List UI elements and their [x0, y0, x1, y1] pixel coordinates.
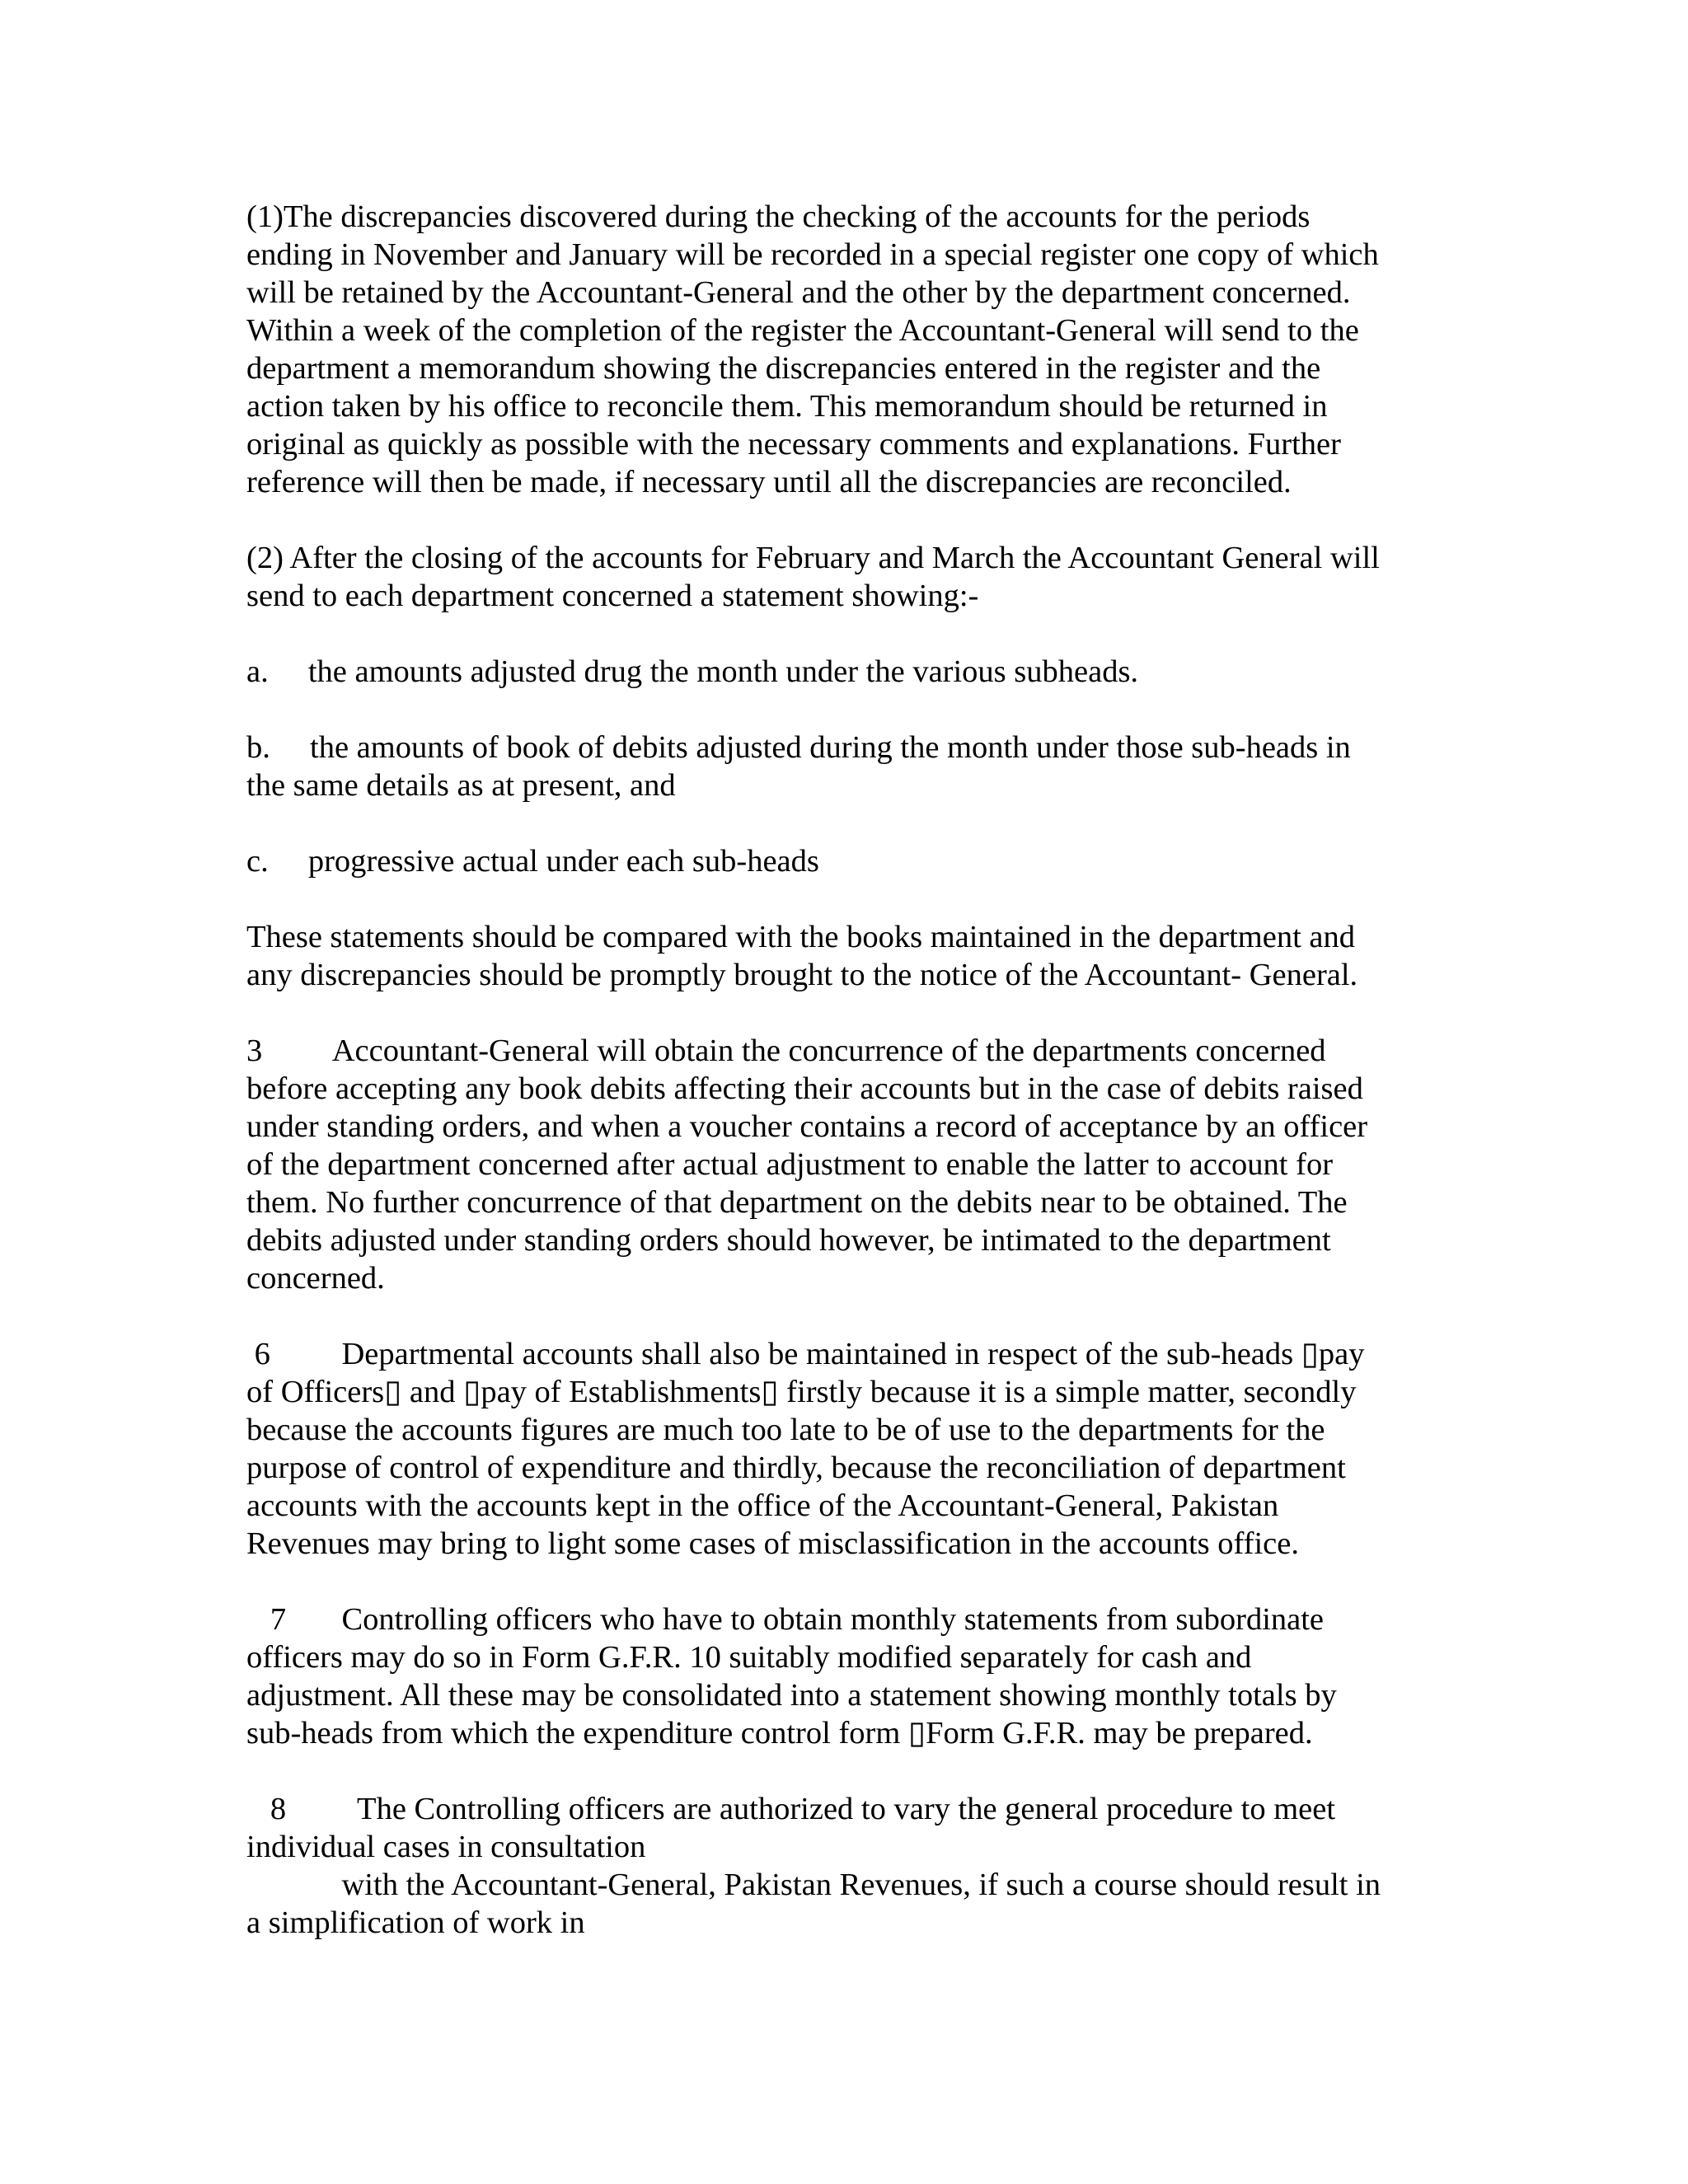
- text-line: purpose of control of expenditure and thirdly, because the reconciliation of department: [246, 1451, 1346, 1485]
- text-line: adjustment. All these may be consolidated into a statement showing monthly totals by: [246, 1678, 1337, 1713]
- text-line: individual cases in consultation: [246, 1830, 646, 1864]
- text-line: action taken by his office to reconcile them. This memorandum should be returned in: [246, 389, 1328, 424]
- text-line: any discrepancies should be promptly brought to the notice of the Accountant- General.: [246, 958, 1358, 992]
- text-line: (1)The discrepancies discovered during the checking of the accounts for the periods: [246, 199, 1311, 234]
- text-line: debits adjusted under standing orders should however, be intimated to the department: [246, 1223, 1331, 1258]
- paragraph-3-start: 3 Accountant-General will obtain the concurrence of the departments concerned: [246, 1033, 1326, 1068]
- text-line: them. No further concurrence of that department on the debits near to be obtained. The: [246, 1185, 1348, 1220]
- text-line: before accepting any book debits affecting their accounts but in the case of debits raised: [246, 1071, 1363, 1106]
- list-item-b: b. the amounts of book of debits adjusted during the month under those sub-heads in: [246, 730, 1351, 765]
- text-line: officers may do so in Form G.F.R. 10 suitably modified separately for cash and: [246, 1640, 1252, 1675]
- text-line: department a memorandum showing the discrepancies entered in the register and the: [246, 351, 1321, 386]
- text-line: ending in November and January will be recorded in a special register one copy of which: [246, 237, 1379, 272]
- text-line: accounts with the accounts kept in the office of the Accountant-General, Pakistan: [246, 1488, 1279, 1523]
- text-line: under standing orders, and when a voucher contains a record of acceptance by an officer: [246, 1109, 1368, 1144]
- text-line: sub-heads from which the expenditure control form ▯Form G.F.R. may be prepared.: [246, 1716, 1313, 1750]
- text-line: original as quickly as possible with the necessary comments and explanations. Further: [246, 427, 1341, 462]
- text-line: reference will then be made, if necessary until all the discrepancies are reconciled.: [246, 465, 1292, 499]
- text-line: concerned.: [246, 1261, 385, 1296]
- text-line: Revenues may bring to light some cases of misclassification in the accounts office.: [246, 1526, 1299, 1561]
- text-line: the same details as at present, and: [246, 768, 676, 803]
- text-line: a simplification of work in: [246, 1905, 585, 1940]
- text-line: of the department concerned after actual adjustment to enable the latter to account for: [246, 1147, 1334, 1182]
- paragraph-6-start: 6 Departmental accounts shall also be maintained in respect of the sub-heads ▯pay: [246, 1337, 1365, 1371]
- text-line: send to each department concerned a statement showing:-: [246, 579, 979, 613]
- text-line: Within a week of the completion of the register the Accountant-General will send to the: [246, 313, 1359, 348]
- list-item-c: c. progressive actual under each sub-heads: [246, 844, 819, 879]
- text-line: with the Accountant-General, Pakistan Revenues, if such a course should result in: [246, 1868, 1381, 1902]
- list-item-a: a. the amounts adjusted drug the month under the various subheads.: [246, 654, 1139, 689]
- paragraph-8-start: 8 The Controlling officers are authorized to vary the general procedure to meet: [246, 1792, 1336, 1826]
- text-line: These statements should be compared with the books maintained in the department and: [246, 920, 1355, 954]
- text-line: will be retained by the Accountant-General and the other by the department concerned.: [246, 275, 1351, 310]
- text-line: because the accounts figures are much too late to be of use to the departments for the: [246, 1413, 1325, 1447]
- text-line: of Officers▯ and ▯pay of Establishments▯ firstly because it is a simple matter, secondly: [246, 1375, 1357, 1409]
- paragraph-7-start: 7 Controlling officers who have to obtain monthly statements from subordinate: [246, 1602, 1325, 1637]
- text-line: (2) After the closing of the accounts for February and March the Accountant General will: [246, 541, 1380, 575]
